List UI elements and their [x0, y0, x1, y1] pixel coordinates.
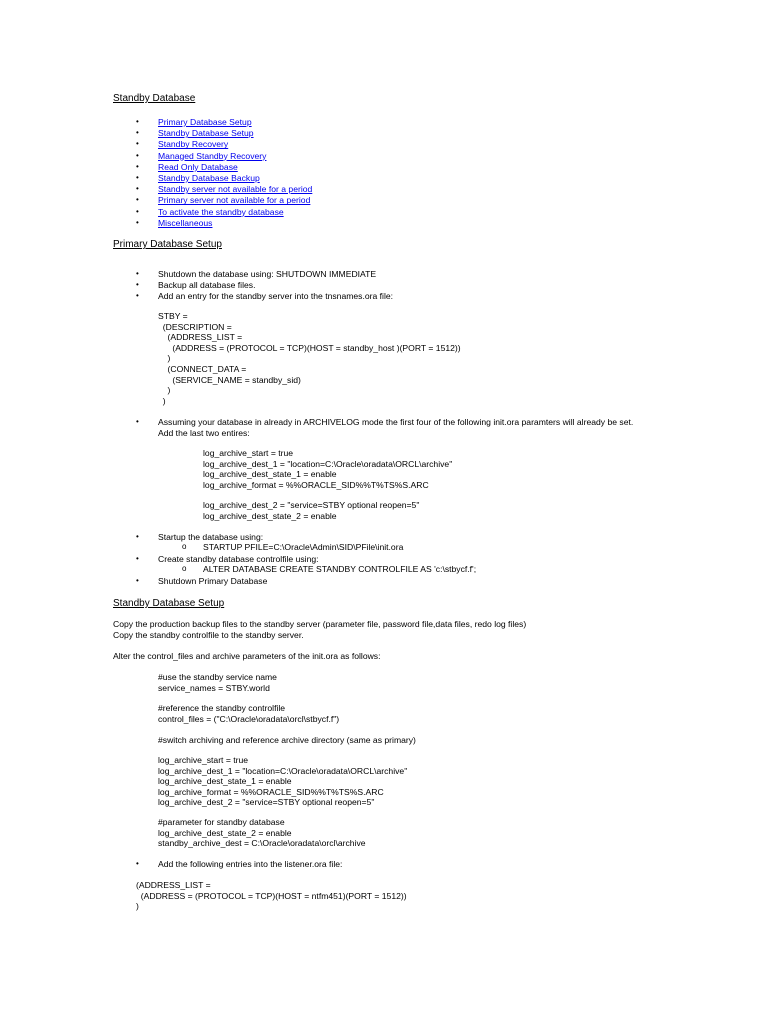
code-line: ): [158, 385, 171, 396]
code-line: log_archive_dest_state_1 = enable: [158, 776, 292, 787]
code-line: #parameter for standby database: [158, 817, 285, 827]
bullet-glyph: •: [136, 206, 139, 216]
code-line: log_archive_start = true: [203, 448, 294, 458]
page-title: Standby Database: [113, 93, 196, 104]
toc-link[interactable]: Read Only Database: [158, 161, 238, 172]
list-item: Startup the database using:: [158, 532, 264, 542]
code-line: #use the standby service name: [158, 672, 277, 682]
archivelog-note-2: Add the last two entires:: [158, 428, 250, 438]
section-heading-primary: Primary Database Setup: [113, 239, 222, 250]
list-item: Add an entry for the standby server into the tnsnames.ora file:: [158, 291, 394, 301]
code-line: (SERVICE_NAME = standby_sid): [158, 374, 301, 385]
toc-link[interactable]: Managed Standby Recovery: [158, 150, 267, 161]
code-line: log_archive_dest_state_2 = enable: [158, 827, 292, 838]
bullet-glyph: •: [136, 117, 139, 126]
list-item: Shutdown the database using: SHUTDOWN IMMEDIATE: [158, 269, 377, 279]
create-controlfile-command: ALTER DATABASE CREATE STANDBY CONTROLFILE AS 'c:\stbycf.f';: [203, 564, 477, 574]
code-line: log_archive_dest_2 = "service=STBY optional reopen=5": [203, 500, 420, 510]
code-line: log_archive_dest_state_1 = enable: [203, 469, 337, 480]
code-line: (DESCRIPTION =: [158, 321, 232, 332]
bullet-glyph: •: [136, 532, 139, 541]
bullet-glyph: •: [136, 139, 139, 149]
toc-link[interactable]: Standby Database Backup: [158, 173, 260, 183]
bullet-glyph: •: [136, 280, 139, 289]
code-line: ): [158, 353, 171, 364]
bullet-glyph: •: [136, 576, 139, 585]
code-line: control_files = ("C:\Oracle\oradata\orcl\stbycf.f"): [158, 713, 340, 724]
code-line: ): [136, 901, 139, 912]
bullet-glyph: •: [136, 417, 139, 426]
code-line: log_archive_dest_state_2 = enable: [203, 510, 337, 521]
alter-note: Alter the control_files and archive parameters of the init.ora as follows:: [113, 651, 381, 661]
bullet-glyph: •: [136, 173, 139, 182]
startup-command: STARTUP PFILE=C:\Oracle\Admin\SID\PFile\init.ora: [203, 542, 404, 552]
bullet-glyph: •: [136, 554, 139, 563]
bullet-glyph: •: [136, 195, 139, 205]
code-line: #switch archiving and reference archive directory (same as primary): [158, 735, 416, 745]
toc-link[interactable]: To activate the standby database: [158, 206, 284, 217]
list-item: Shutdown Primary Database: [158, 576, 268, 586]
standby-intro: Copy the production backup files to the standby server (parameter file, password file,data files, redo log files): [113, 619, 527, 629]
code-line: (ADDRESS_LIST =: [136, 880, 211, 890]
code-line: (ADDRESS = (PROTOCOL = TCP)(HOST = standby_host )(PORT = 1512)): [158, 342, 461, 353]
sub-bullet-glyph: o: [182, 542, 187, 551]
code-line: #reference the standby controlfile: [158, 703, 286, 713]
code-line: standby_archive_dest = C:\Oracle\oradata\orcl\archive: [158, 838, 366, 849]
toc-link[interactable]: Standby Database Setup: [158, 128, 254, 139]
code-line: log_archive_dest_1 = "location=C:\Oracle\oradata\ORCL\archive": [158, 765, 408, 776]
bullet-glyph: •: [136, 269, 139, 278]
code-line: log_archive_format = %%ORACLE_SID%%T%TS%S.ARC: [203, 479, 429, 490]
bullet-glyph: •: [136, 859, 139, 868]
code-line: (ADDRESS = (PROTOCOL = TCP)(HOST = ntfm451)(PORT = 1512)): [136, 890, 407, 901]
archivelog-note: Assuming your database in already in ARCHIVELOG mode the first four of the following init.ora paramters will already be set.: [158, 417, 634, 427]
code-line: log_archive_dest_1 = "location=C:\Oracle\oradata\ORCL\archive": [203, 458, 453, 469]
toc-link[interactable]: Primary Database Setup: [158, 117, 252, 127]
code-line: log_archive_dest_2 = "service=STBY optional reopen=5": [158, 797, 375, 808]
sub-bullet-glyph: o: [182, 564, 187, 573]
toc-link[interactable]: Standby Recovery: [158, 139, 229, 150]
code-line: log_archive_start = true: [158, 755, 249, 765]
toc-link[interactable]: Standby server not available for a period: [158, 184, 313, 195]
list-item: Create standby database controlfile using:: [158, 554, 319, 564]
bullet-glyph: •: [136, 217, 139, 227]
code-line: log_archive_format = %%ORACLE_SID%%T%TS%S.ARC: [158, 786, 384, 797]
code-line: (CONNECT_DATA =: [158, 364, 247, 374]
toc-link[interactable]: Primary server not available for a period: [158, 195, 311, 206]
bullet-glyph: •: [136, 291, 139, 300]
standby-intro: Copy the standby controlfile to the standby server.: [113, 630, 304, 640]
toc-link[interactable]: Miscellaneous: [158, 217, 213, 228]
code-line: ): [158, 395, 166, 406]
section-heading-standby: Standby Database Setup: [113, 598, 225, 609]
code-line: (ADDRESS_LIST =: [158, 332, 243, 343]
bullet-glyph: •: [136, 128, 139, 138]
code-line: STBY =: [158, 311, 188, 321]
bullet-glyph: •: [136, 161, 139, 171]
list-item: Backup all database files.: [158, 280, 256, 290]
bullet-glyph: •: [136, 150, 139, 160]
bullet-glyph: •: [136, 184, 139, 194]
list-item: Add the following entries into the listener.ora file:: [158, 859, 343, 869]
code-line: service_names = STBY.world: [158, 682, 270, 693]
